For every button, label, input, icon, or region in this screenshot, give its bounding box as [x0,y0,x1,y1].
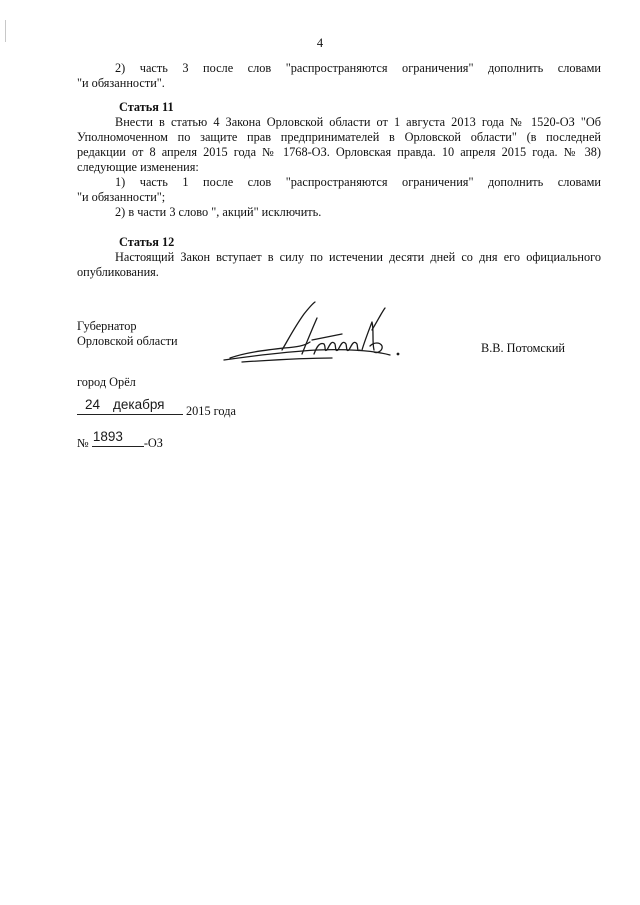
page-number: 4 [316,36,324,50]
number-value: 1893 [92,429,123,444]
handwritten-signature [222,300,412,372]
article-11-title: Статья 11 [119,100,174,114]
governor-name: В.В. Потомский [481,341,565,355]
city: город Орёл [77,375,136,389]
date-year: 2015 года [186,404,236,418]
date-month: декабря [113,397,165,412]
adoption-date [77,397,236,419]
article-11: Статья 11 Внести в статью 4 Закона Орловской области от 1 августа 2013 года № 1520-ОЗ "Об Уполномоченном по защите прав предпринимателей в Орловской области" (в последней редакции от 8 апреля 2015 года № 1768-ОЗ. Орловская правда. 10 апреля 2015 года. № 38) следующие изменения: 1) часть 1 после слов "распространяются ограничения" дополнить словами "и обязанности"; 2) в части 3 слово ", акций" исключить. [77,100,601,219]
date-day: 24 [85,397,101,412]
governor-position: Губернатор Орловской области [77,319,178,348]
article-12-title: Статья 12 [119,235,175,249]
article-10-item-2: 2) часть 3 после слов "распространяются ограничения" дополнить словами "и обязанности". [77,61,601,90]
law-number: № 1893 -ОЗ [77,429,163,450]
date-field [77,397,183,415]
article-12: Статья 12 Настоящий Закон вступает в силу по истечении десяти дней со дня его официального опубликования. [77,235,601,279]
